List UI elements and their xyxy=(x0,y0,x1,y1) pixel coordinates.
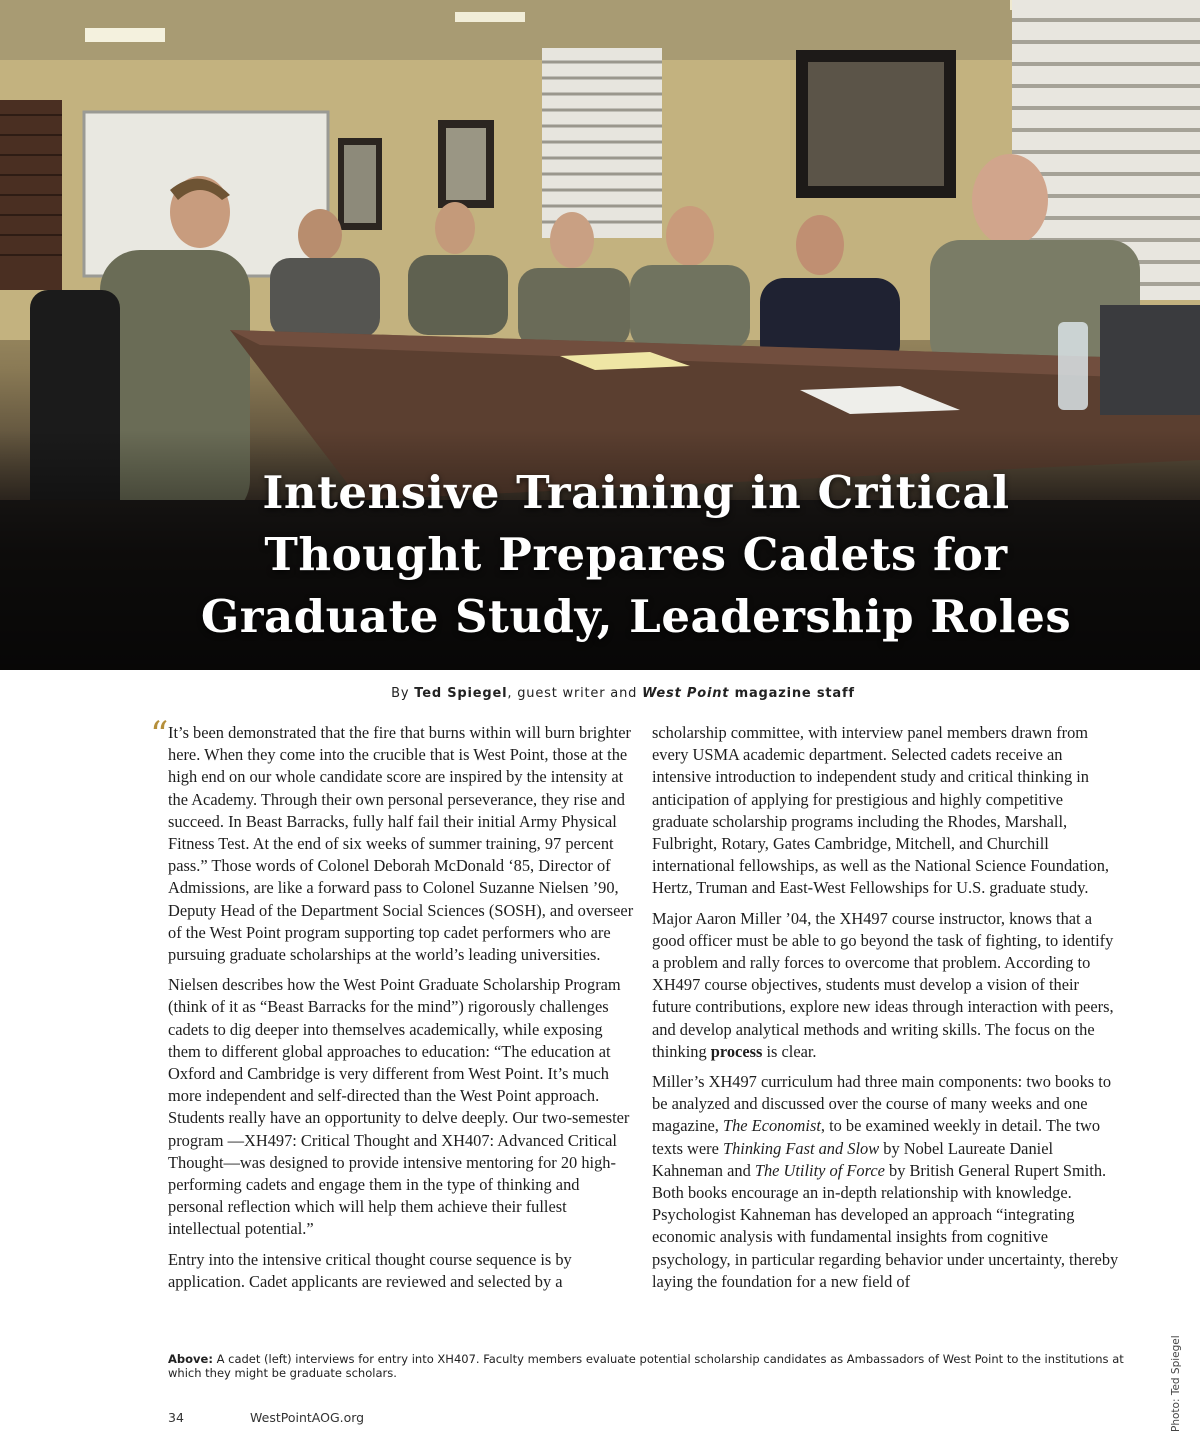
paragraph-text: Miller’s XH497 curriculum had three main components: two books to be analyzed and discussed over the course of many weeks and one magazine, xyxy=(652,1072,1112,1136)
headline-line-1: Intensive Training in Critical xyxy=(262,466,1010,519)
article-left-column xyxy=(168,722,636,1301)
headline xyxy=(0,462,1200,648)
hero-photo xyxy=(0,0,1200,670)
photo-credit-text: Photo: Ted Spiegel xyxy=(1170,1335,1182,1432)
emphasis-process: process xyxy=(710,1041,763,1061)
photo-caption xyxy=(168,1352,1128,1380)
article-paragraph: Entry into the intensive critical thought course sequence is by application. Cadet applicants are reviewed and selected by a xyxy=(168,1249,572,1291)
caption-text: A cadet (left) interviews for entry into XH407. Faculty members evaluate potential scholarship candidates as Ambassadors of West Point to the institutions at which they might be graduate scholars. xyxy=(168,1352,1124,1380)
title-thinking-fast-and-slow: Thinking Fast and Slow xyxy=(723,1138,880,1158)
open-quote-mark: “ xyxy=(150,715,169,756)
article-right-column xyxy=(652,722,1122,1301)
paragraph-text: Major Aaron Miller ’04, the XH497 course instructor, knows that a good officer must be able to go beyond the task of fighting, to identify a problem and rally forces to overcome that problem. According to XH497 course objectives, students must develop a vision of their future contributions, explore new ideas through interaction with peers, and develop analytical methods and writing skills. The focus on the thinking xyxy=(652,908,1114,1061)
paragraph-text: by British General Rupert Smith. Both books encourage an in-depth relationship with knowledge. Psychologist Kahneman has developed an approach “integrating economic analysis with fundamental insights from cognitive psychology, in particular regarding behavior under uncertainty, thereby laying the foundation for a new field of xyxy=(652,1160,1119,1291)
byline-middle: , guest writer and xyxy=(507,686,643,701)
paragraph-text: is clear. xyxy=(762,1041,817,1061)
article-paragraph: It’s been demonstrated that the fire that burns within will burn brighter here. When they come into the crucible that is West Point, those at the high end on our whole candidate score are inspired by the intensity at the Academy. Through their own personal perseverance, they rise and succeed. In Beast Barracks, fully half fail their initial Army Physical Fitness Test. At the end of six weeks of summer training, 97 percent pass.” Those words of Colonel Deborah McDonald ‘85, Director of Admissions, are like a forward pass to Colonel Suzanne Nielsen ’90, Deputy Head of the Department Social Sciences (SOSH), and overseer of the West Point program supporting top cadet performers who are pursuing graduate scholarships at the world’s leading universities. xyxy=(168,723,634,965)
paragraph-text: , to be examined weekly in detail. The two texts were xyxy=(652,1116,1101,1158)
headline-line-3: Graduate Study, Leadership Roles xyxy=(200,590,1072,643)
caption-label: Above: xyxy=(168,1352,213,1366)
article-paragraph: Nielsen describes how the West Point Graduate Scholarship Program (think of it as “Beast Barracks for the mind”) rigorously challenges cadets to dig deeper into themselves academically, while exposing them to different global approaches to education: “The education at Oxford and Cambridge is very different from West Point. It’s much more independent and self-directed than the West Point approach. Students really have an opportunity to delve deeply. Our two-semester program —XH497: Critical Thought and XH407: Advanced Critical Thought—was designed to provide intensive mentoring for 20 high-performing cadets and engage them in the type of thinking and personal reflection which will help them achieve their fullest intellectual potential.” xyxy=(168,975,630,1239)
byline-publication: West Point xyxy=(642,686,730,701)
article-paragraph xyxy=(652,908,1122,1063)
byline-author: Ted Spiegel xyxy=(414,686,508,701)
website-link[interactable]: WestPointAOG.org xyxy=(250,1410,365,1425)
byline-prefix: By xyxy=(391,686,415,701)
article-paragraph xyxy=(652,1071,1122,1293)
byline xyxy=(0,686,1200,701)
title-the-economist: The Economist xyxy=(723,1116,821,1136)
page-number: 34 xyxy=(168,1410,184,1425)
article-paragraph: scholarship committee, with interview panel members drawn from every USMA academic department. Selected cadets receive an intensive introduction to independent study and critical thinking in anticipation of applying for prestigious and highly competitive graduate scholarship programs including the Rhodes, Marshall, Fulbright, Rotary, Gates Cambridge, Mitchell, and Churchill international fellowships, as well as the National Science Foundation, Hertz, Truman and East-West Fellowships for U.S. graduate study. xyxy=(652,723,1110,898)
title-utility-of-force: The Utility of Force xyxy=(754,1160,885,1180)
byline-suffix: magazine staff xyxy=(729,686,855,701)
photo-credit xyxy=(1170,1288,1184,1438)
headline-line-2: Thought Prepares Cadets for xyxy=(264,528,1008,581)
paragraph-text: by Nobel Laureate Daniel Kahneman and xyxy=(652,1138,1054,1180)
